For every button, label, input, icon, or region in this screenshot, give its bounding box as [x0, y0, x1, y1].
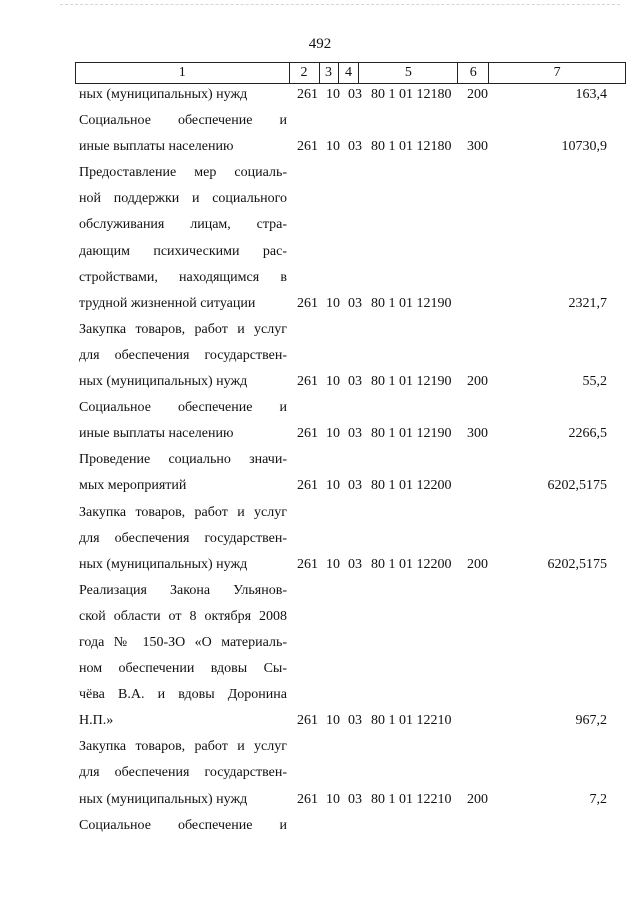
row-description: ных (муниципальных) нужд: [79, 87, 248, 102]
column-header-3: 3: [319, 63, 338, 84]
column-header-6: 6: [458, 63, 489, 84]
table-row-line: [0, 447, 640, 473]
expense-type-code: 200: [467, 791, 488, 807]
table-row-line: [0, 134, 640, 160]
column-header-4: 4: [338, 63, 359, 84]
row-description: стройствами, находящимся в: [79, 269, 287, 285]
table-row-line: [0, 212, 640, 238]
row-description: Проведение социально значи-: [79, 452, 287, 468]
amount-value: 7,2: [589, 791, 607, 807]
table-row-line: [0, 186, 640, 212]
table-row-line: [0, 682, 640, 708]
table-row-line: [0, 552, 640, 578]
column-header-table: [75, 62, 626, 84]
table-row-line: [0, 630, 640, 656]
table-row-line: [0, 656, 640, 682]
table-row-line: [0, 526, 640, 552]
amount-value: 967,2: [575, 713, 607, 729]
ministry-code: 261: [297, 295, 318, 311]
section-code: 10: [326, 374, 340, 390]
table-row-line: [0, 787, 640, 813]
expense-type-code: 300: [467, 426, 488, 442]
amount-value: 6202,5175: [547, 556, 607, 572]
row-description: ных (муниципальных) нужд: [79, 791, 248, 807]
ministry-code: 261: [297, 791, 318, 807]
amount-value: 2266,5: [568, 426, 607, 442]
subsection-code: 03: [348, 426, 362, 442]
column-header-row: [76, 63, 626, 84]
subsection-code: 03: [348, 374, 362, 390]
row-description: для обеспечения государствен-: [79, 347, 287, 363]
scan-artifact: [60, 4, 620, 7]
section-code: 10: [326, 713, 340, 729]
ministry-code: 261: [297, 478, 318, 494]
amount-value: 6202,5175: [547, 478, 607, 494]
row-description: мых мероприятий: [79, 478, 187, 494]
table-row-line: [0, 265, 640, 291]
row-description: Социальное обеспечение и: [79, 817, 287, 833]
expense-type-code: 200: [467, 87, 488, 102]
expense-type-code: 300: [467, 139, 488, 155]
subsection-code: 03: [348, 478, 362, 494]
row-description: Социальное обеспечение и: [79, 113, 287, 129]
ministry-code: 261: [297, 139, 318, 155]
table-row-line: [0, 160, 640, 186]
section-code: 10: [326, 791, 340, 807]
table-row-line: [0, 343, 640, 369]
table-row-line: [0, 317, 640, 343]
row-description: дающим психическими рас-: [79, 243, 287, 259]
row-description: Закупка товаров, работ и услуг: [79, 321, 287, 337]
target-article-code: 80 1 01 12200: [371, 556, 452, 572]
row-description: ных (муниципальных) нужд: [79, 374, 248, 390]
row-description: ных (муниципальных) нужд: [79, 556, 248, 572]
ministry-code: 261: [297, 426, 318, 442]
ministry-code: 261: [297, 556, 318, 572]
section-code: 10: [326, 426, 340, 442]
amount-value: 10730,9: [561, 139, 607, 155]
row-description: Закупка товаров, работ и услуг: [79, 739, 287, 755]
section-code: 10: [326, 87, 340, 102]
row-description: ной поддержки и социального: [79, 191, 287, 207]
table-row-line: [0, 760, 640, 786]
row-description: трудной жизненной ситуации: [79, 295, 256, 311]
target-article-code: 80 1 01 12190: [371, 295, 452, 311]
target-article-code: 80 1 01 12190: [371, 426, 452, 442]
column-header-1: 1: [76, 63, 290, 84]
column-header-5: 5: [359, 63, 458, 84]
table-row-line: [0, 82, 640, 108]
subsection-code: 03: [348, 87, 362, 102]
row-description: для обеспечения государствен-: [79, 765, 287, 781]
target-article-code: 80 1 01 12180: [371, 139, 452, 155]
table-row-line: [0, 395, 640, 421]
amount-value: 163,4: [575, 87, 607, 102]
column-header-2: 2: [289, 63, 319, 84]
ministry-code: 261: [297, 713, 318, 729]
target-article-code: 80 1 01 12180: [371, 87, 452, 102]
table-row-line: [0, 734, 640, 760]
expense-type-code: 200: [467, 556, 488, 572]
table-row-line: [0, 604, 640, 630]
table-row-line: [0, 369, 640, 395]
section-code: 10: [326, 478, 340, 494]
subsection-code: 03: [348, 556, 362, 572]
budget-table-body: [0, 82, 640, 839]
page-number: 492: [308, 36, 332, 52]
subsection-code: 03: [348, 139, 362, 155]
section-code: 10: [326, 139, 340, 155]
row-description: Н.П.»: [79, 713, 114, 729]
table-row-line: [0, 708, 640, 734]
table-row-line: [0, 239, 640, 265]
column-header-7: 7: [489, 63, 626, 84]
subsection-code: 03: [348, 295, 362, 311]
target-article-code: 80 1 01 12200: [371, 478, 452, 494]
target-article-code: 80 1 01 12210: [371, 713, 452, 729]
ministry-code: 261: [297, 87, 318, 102]
target-article-code: 80 1 01 12190: [371, 374, 452, 390]
row-description: для обеспечения государствен-: [79, 530, 287, 546]
table-row-line: [0, 291, 640, 317]
subsection-code: 03: [348, 791, 362, 807]
row-description: Реализация Закона Ульянов-: [79, 582, 287, 598]
row-description: ской области от 8 октября 2008: [79, 608, 287, 624]
amount-value: 2321,7: [568, 295, 607, 311]
section-code: 10: [326, 295, 340, 311]
row-description: ном обеспечении вдовы Сы-: [79, 661, 287, 677]
row-description: Социальное обеспечение и: [79, 400, 287, 416]
table-row-line: [0, 813, 640, 839]
row-description: чёва В.А. и вдовы Доронина: [79, 687, 287, 703]
subsection-code: 03: [348, 713, 362, 729]
row-description: иные выплаты населению: [79, 426, 234, 442]
expense-type-code: 200: [467, 374, 488, 390]
row-description: обслуживания лицам, стра-: [79, 217, 287, 233]
target-article-code: 80 1 01 12210: [371, 791, 452, 807]
row-description: года № 150-ЗО «О материаль-: [79, 634, 287, 650]
table-row-line: [0, 473, 640, 499]
row-description: иные выплаты населению: [79, 139, 234, 155]
table-row-line: [0, 578, 640, 604]
table-row-line: [0, 500, 640, 526]
section-code: 10: [326, 556, 340, 572]
row-description: Предоставление мер социаль-: [79, 165, 287, 181]
table-row-line: [0, 421, 640, 447]
table-row-line: [0, 108, 640, 134]
amount-value: 55,2: [582, 374, 607, 390]
row-description: Закупка товаров, работ и услуг: [79, 504, 287, 520]
ministry-code: 261: [297, 374, 318, 390]
